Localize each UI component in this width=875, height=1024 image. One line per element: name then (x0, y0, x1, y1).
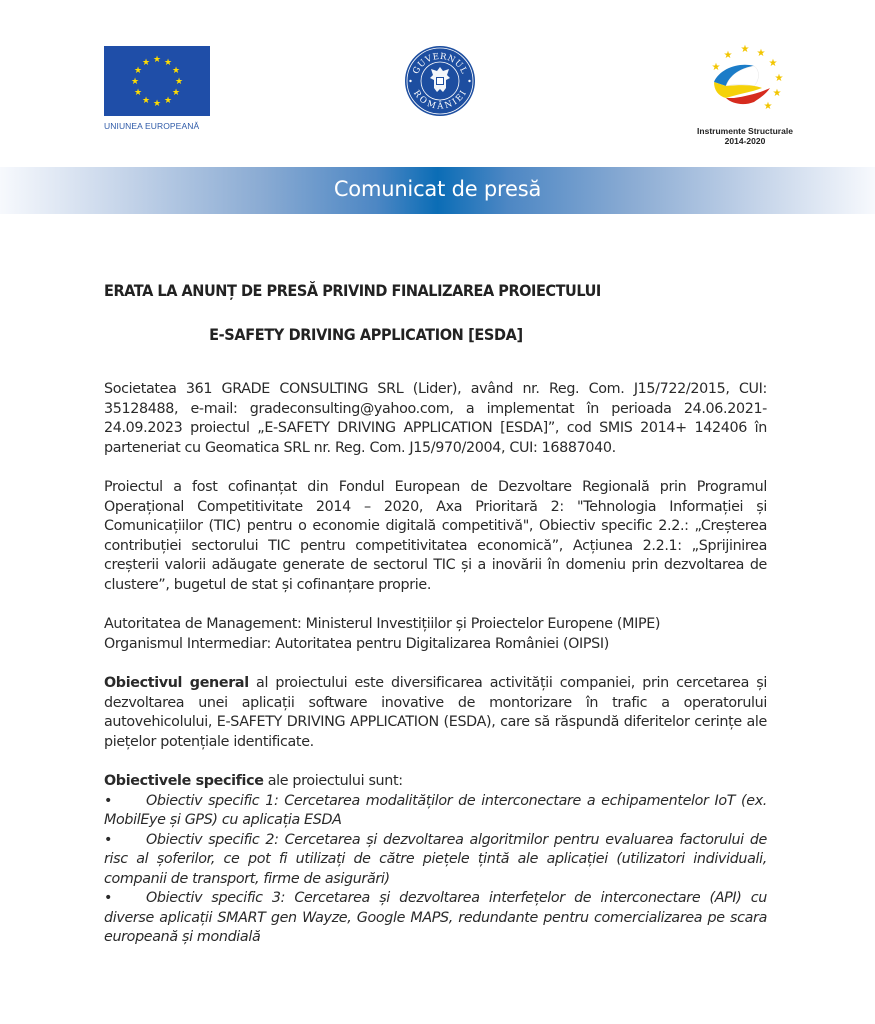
intermediate-body: Organismul Intermediar: Autoritatea pentru Digitalizarea României (OIPSI) (104, 635, 609, 652)
svg-text:★: ★ (163, 58, 173, 68)
specific-objectives-label: Obiectivele specifice (104, 773, 264, 789)
specific-objectives-block (104, 772, 767, 948)
eu-flag-icon (104, 46, 210, 116)
svg-text:★: ★ (152, 99, 162, 109)
structural-instruments-logo (686, 40, 804, 144)
eu-logo (104, 46, 210, 134)
general-objective-text: al proiectului este diversificarea activității companiei, prin cercetarea și dezvoltarea unei aplicații software inovative de montorizare în trafic a operatorului autovehicolului, E-SAFETY DRIVING APPLICATION (ESDA), care să răspundă diferitelor cerințe ale piețelor potențiale identificate. (104, 675, 767, 750)
specific-objective-item (104, 831, 767, 890)
svg-text:★: ★ (133, 66, 143, 76)
bullet-icon: • (104, 831, 113, 848)
banner-title: Comunicat de presă (333, 176, 542, 201)
svg-text:★: ★ (130, 77, 140, 87)
press-release-banner (0, 167, 875, 214)
specific-objectives-heading (104, 772, 767, 792)
authorities-block (104, 615, 767, 654)
svg-text:★: ★ (171, 66, 181, 76)
svg-text:★: ★ (174, 77, 184, 87)
svg-text:★: ★ (171, 88, 181, 98)
svg-text:★: ★ (774, 73, 784, 84)
svg-text:ROMÂNIEI: ROMÂNIEI (411, 88, 470, 112)
document-title-line-2: E-SAFETY DRIVING APPLICATION [ESDA] (209, 326, 523, 344)
svg-text:★: ★ (740, 44, 750, 55)
bullet-icon: • (104, 792, 113, 809)
svg-text:★: ★ (756, 48, 766, 59)
svg-text:★: ★ (133, 88, 143, 98)
svg-text:★: ★ (163, 96, 173, 106)
structural-instruments-emblem-icon (700, 40, 790, 120)
document-title-line-1: ERATA LA ANUNȚ DE PRESĂ PRIVIND FINALIZAREA PROIECTULUI (104, 282, 601, 300)
svg-text:★: ★ (152, 55, 162, 65)
specific-objective-text: Obiectiv specific 3: Cercetarea și dezvoltarea interfețelor de interconectare (API) cu diverse aplicații SMART gen Wayze, Google MAPS, redundante pentru comercializarea pe scara europeană și mondială (104, 890, 767, 945)
svg-text:★: ★ (723, 50, 733, 61)
svg-text:★: ★ (768, 58, 778, 69)
funding-paragraph: Proiectul a fost cofinanțat din Fondul European de Dezvoltare Regională prin Programul Operațional Competitivitate 2014 – 2020, Axa Prioritară 2: "Tehnologia Informației și Comunicațiilor (TIC) pentru o economie digitală competitivă", Obiectiv specific 2.2.: „Creșterea contribuției sectorului TIC pentru competitivitatea economică”, Acțiunea 2.2.1: „Sprijinirea creșterii valorii adăugate generate de sectorul TIC și a inovării în domeniu prin dezvoltarea de clustere”, bugetul de stat și cofinanțare proprie. (104, 479, 767, 593)
specific-objectives-intro: ale proiectului sunt: (263, 773, 403, 789)
specific-objective-text: Obiectiv specific 2: Cercetarea și dezvoltarea algoritmilor pentru evaluarea factorului de risc al șoferilor, ce pot fi utilizați de către piețele țintă ale aplicației (utilizatori individuali, companii de transport, firme de asigurări) (104, 831, 767, 887)
caption-line-2: 2014-2020 (724, 136, 766, 146)
specific-objective-item (104, 889, 767, 948)
svg-text:★: ★ (141, 96, 151, 106)
svg-text:★: ★ (772, 88, 782, 99)
general-objective-paragraph (104, 674, 767, 752)
general-objective-label: Obiectivul general (104, 675, 249, 691)
government-seal-icon (404, 45, 476, 117)
svg-text:★: ★ (711, 62, 721, 73)
structural-instruments-caption (686, 126, 804, 146)
specific-objective-item (104, 792, 767, 831)
government-romania-logo (404, 45, 476, 117)
svg-text:★: ★ (763, 101, 773, 112)
managing-authority: Autoritatea de Management: Ministerul Investițiilor și Proiectelor Europene (MIPE) (104, 616, 661, 632)
document-body (104, 282, 767, 948)
specific-objective-text: Obiectiv specific 1: Cercetarea modalităților de interconectare a echipamentelor IoT (ex. MobilEye și GPS) cu aplicația ESDA (104, 792, 767, 828)
bullet-icon: • (104, 890, 113, 906)
svg-text:★: ★ (141, 58, 151, 68)
svg-text:GUVERNUL: GUVERNUL (411, 51, 469, 76)
caption-line-1: Instrumente Structurale (697, 126, 793, 136)
intro-paragraph: Societatea 361 GRADE CONSULTING SRL (Lider), având nr. Reg. Com. J15/722/2015, CUI: 35128488, e-mail: gradeconsulting@yahoo.com, a implementat în perioada 24.06.2021-24.09.2023 proiectul „E-SAFETY DRIVING APPLICATION [ESDA]”, cod SMIS 2014+ 142406 în parteneriat cu Geomatica SRL nr. Reg. Com. J15/970/2004, CUI: 16887040. (104, 381, 767, 456)
eu-caption: UNIUNEA EUROPEANĂ (104, 121, 200, 131)
